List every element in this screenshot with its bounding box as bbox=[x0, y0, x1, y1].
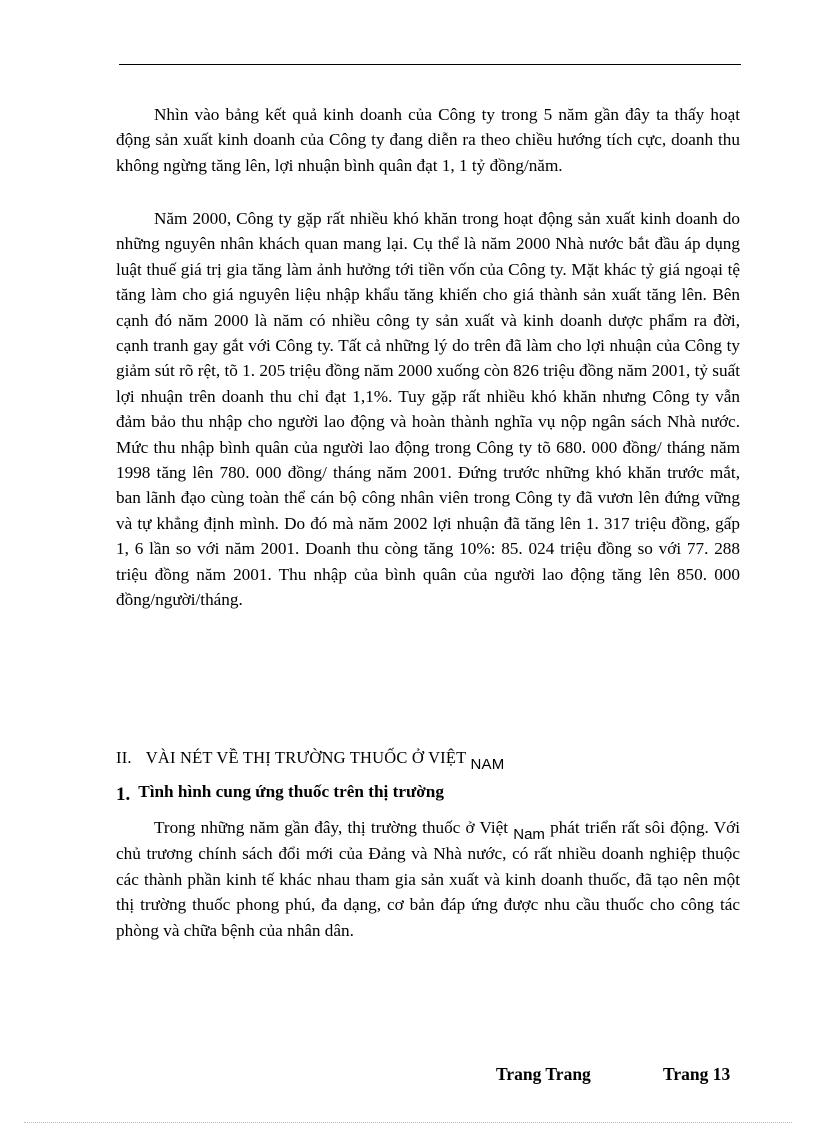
subsection-title: Tình hình cung ứng thuốc trên thị trường bbox=[138, 782, 444, 801]
section-title-tail: NAM bbox=[470, 756, 505, 773]
paragraph-2-block bbox=[116, 206, 740, 613]
section-heading bbox=[116, 748, 505, 773]
paragraph-1-block bbox=[116, 102, 740, 178]
section-title: VÀI NÉT VỀ THỊ TRƯỜNG THUỐC Ở VIỆT bbox=[145, 748, 467, 767]
paragraph-3-word: Nam bbox=[513, 826, 545, 843]
paragraph-3-end: phát triển rất sôi động. Với chủ trương chính sách đổi mới của Đảng và Nhà nước, có rất nhiều doanh nghiệp thuộc các thành phần kinh tế khác nhau tham gia sản xuất và kinh doanh thuốc, đã tạo nên một thị trường thuốc phong phú, đa dạng, cơ bản đáp ứng được nhu cầu thuốc cho công tác phòng và chữa bệnh của nhân dân. bbox=[116, 818, 741, 940]
subsection-number: 1. bbox=[116, 784, 131, 805]
paragraph-1: Nhìn vào bảng kết quả kinh doanh của Công ty trong 5 năm gần đây ta thấy hoạt động sản xuất kinh doanh của Công ty đang diễn ra theo chiều hướng tích cực, doanh thu không ngừng tăng lên, lợi nhuận bình quân đạt 1, 1 tỷ đồng/năm. bbox=[116, 105, 740, 175]
section-number: II. bbox=[116, 748, 132, 767]
header-rule bbox=[119, 64, 741, 65]
footer-author: Trang Trang bbox=[496, 1064, 591, 1084]
paragraph-3-start: Trong những năm gần đây, thị trường thuốc ở Việt bbox=[154, 818, 509, 837]
paragraph-2: Năm 2000, Công ty gặp rất nhiều khó khăn trong hoạt động sản xuất kinh doanh do những nguyên nhân khách quan mang lại. Cụ thể là năm 2000 Nhà nước bắt đầu áp dụng luật thuế giá trị gia tăng làm ảnh hưởng tới tiền vốn của Công ty. Mặt khác tỷ giá ngoại tệ tăng làm cho giá nguyên liệu nhập khẩu tăng khiến cho giá thành sản xuất tăng lên. Bên cạnh đó năm 2000 là năm có nhiều công ty sản xuất và kinh doanh dược phẩm ra đời, cạnh tranh gay gắt với Công ty. Tất cả những lý do trên đã làm cho lợi nhuận của Công ty giảm sút rõ rệt, tõ 1. 205 triệu đồng năm 2000 xuống còn 826 triệu đồng năm 2001, tỷ suất lợi nhuận trên doanh thu chỉ đạt 1,1%. Tuy gặp rất nhiều khó khăn nhưng Công ty vẫn đảm bảo thu nhập cho người lao động và hoàn thành nghĩa vụ nộp ngân sách Nhà nước. Mức thu nhập bình quân của người lao động trong Công ty tõ 680. 000 đồng/ tháng năm 1998 tăng lên 780. 000 đồng/ tháng năm 2001. Đứng trước những khó khăn trước mắt, ban lãnh đạo cùng toàn thể cán bộ công nhân viên trong Công ty đã vươn lên đứng vững và tự khẳng định mình. Do đó mà năm 2002 lợi nhuận đã tăng lên 1. 317 triệu đồng, gấp 1, 6 lần so với năm 2001. Doanh thu còng tăng 10%: 85. 024 triệu đồng so với 77. 288 triệu đồng năm 2001. Thu nhập của bình quân của người lao động tăng lên 850. 000 đồng/người/tháng. bbox=[116, 209, 740, 610]
paragraph-3-block bbox=[116, 815, 740, 943]
subsection-heading bbox=[116, 781, 444, 803]
footer-page-number: Trang 13 bbox=[663, 1064, 731, 1084]
paragraph-3 bbox=[116, 815, 740, 943]
